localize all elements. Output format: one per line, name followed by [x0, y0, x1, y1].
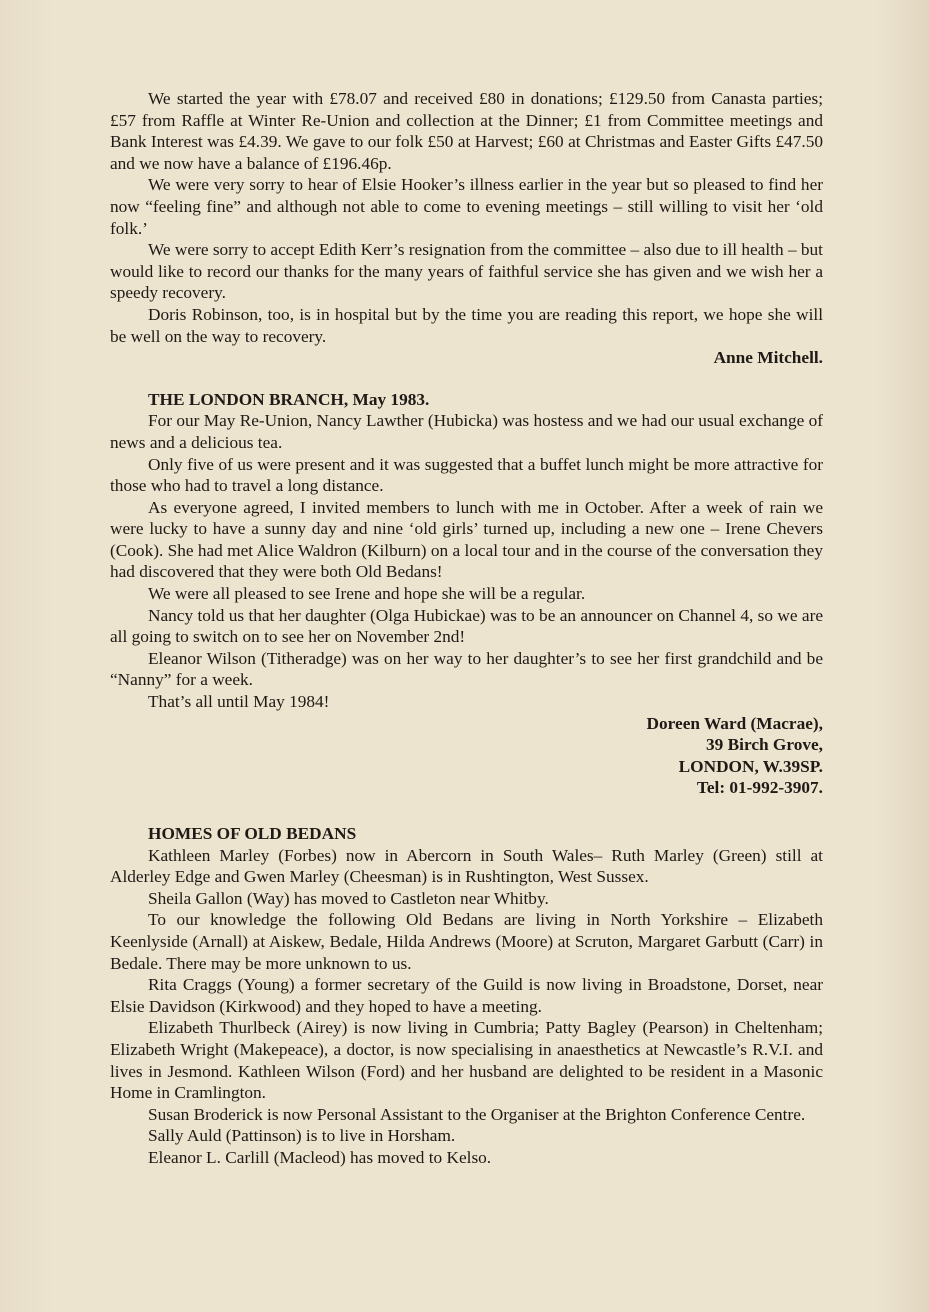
signature-city: LONDON, W.39SP. — [678, 756, 823, 776]
intro-paragraph-2: We were very sorry to hear of Elsie Hooker’s illness earlier in the year but so pleased to find her now “feeling fine” and although not able to come to evening meetings – still willing to visit her ‘old folk.’ — [110, 175, 823, 238]
section-gap — [110, 369, 823, 389]
london-paragraph-6: Eleanor Wilson (Titheradge) was on her way to her daughter’s to see her first grandchild and be “Nanny” for a week. — [110, 648, 823, 690]
london-paragraph-1: For our May Re-Union, Nancy Lawther (Hubicka) was hostess and we had our usual exchange of news and a delicious tea. — [110, 411, 823, 452]
intro-paragraph-4: Doris Robinson, too, is in hospital but by the time you are reading this report, we hope she will be well on the way to recovery. — [110, 304, 823, 346]
london-paragraph-4: We were all pleased to see Irene and hope she will be a regular. — [148, 584, 586, 604]
london-paragraph-7: That’s all until May 1984! — [148, 692, 330, 712]
signature-name: Doreen Ward (Macrae), — [646, 713, 823, 733]
homes-paragraph-7: Sally Auld (Pattinson) is to live in Horsham. — [148, 1126, 456, 1146]
london-paragraph-3: As everyone agreed, I invited members to lunch with me in October. After a week of rain we were lucky to have a sunny day and nine ‘old girls’ turned up, including a new one – Irene Chevers (Cook). She had met Alice Waldron (Kilburn) on a local tour and in the course of the conversation they had discovered that they were both Old Bedans! — [110, 497, 823, 582]
homes-paragraph-1: Kathleen Marley (Forbes) now in Abercorn in South Wales– Ruth Marley (Green) still at Alderley Edge and Gwen Marley (Cheesman) is in Rushtington, West Sussex. — [110, 845, 823, 887]
homes-paragraph-3: To our knowledge the following Old Bedans are living in North Yorkshire – Elizabeth Keenlyside (Arnall) at Aiskew, Bedale, Hilda Andrews (Moore) at Scruton, Margaret Garbutt (Carr) in Bedale. There may be more unknown to us. — [110, 910, 823, 973]
homes-paragraph-6: Susan Broderick is now Personal Assistant to the Organiser at the Brighton Conference Centre. — [148, 1104, 806, 1124]
homes-paragraph-8: Eleanor L. Carlill (Macleod) has moved to Kelso. — [148, 1147, 492, 1167]
section-gap — [110, 799, 823, 823]
london-signature-block — [110, 713, 823, 799]
intro-paragraph-1: We started the year with £78.07 and received £80 in donations; £129.50 from Canasta parties; £57 from Raffle at Winter Re-Union and collection at the Dinner; £1 from Committee meetings and Bank Interest was £4.39. We gave to our folk £50 at Harvest; £60 at Christmas and Easter Gifts £47.50 and we now have a balance of £196.46p. — [110, 89, 823, 173]
intro-signature: Anne Mitchell. — [713, 348, 823, 368]
london-paragraph-2: Only five of us were present and it was suggested that a buffet lunch might be more attractive for those who had to travel a long distance. — [110, 454, 823, 496]
homes-paragraph-4: Rita Craggs (Young) a former secretary of the Guild is now living in Broadstone, Dorset, near Elsie Davidson (Kirkwood) and they hoped to have a meeting. — [110, 975, 823, 1016]
homes-paragraph-5: Elizabeth Thurlbeck (Airey) is now living in Cumbria; Patty Bagley (Pearson) in Cheltenham; Elizabeth Wright (Makepeace), a doctor, is now specialising in anaesthetics at Newcastle’s R.V.I. and lives in Jesmond. Kathleen Wilson (Ford) and her husband are delighted to be resident in a Masonic Home in Cramlington. — [110, 1018, 823, 1103]
page-content — [110, 88, 823, 1169]
london-paragraph-5: Nancy told us that her daughter (Olga Hubickae) was to be an announcer on Channel 4, so we are all going to switch on to see her on November 2nd! — [110, 605, 823, 647]
signature-street: 39 Birch Grove, — [706, 735, 823, 755]
intro-paragraph-3: We were sorry to accept Edith Kerr’s resignation from the committee – also due to ill health – but would like to record our thanks for the many years of faithful service she has given and we wish her a speedy recovery. — [110, 240, 823, 303]
homes-title: HOMES OF OLD BEDANS — [148, 824, 357, 843]
london-branch-title: THE LONDON BRANCH, May 1983. — [148, 389, 430, 409]
homes-paragraph-2: Sheila Gallon (Way) has moved to Castleton near Whitby. — [148, 888, 549, 908]
signature-phone: Tel: 01-992-3907. — [696, 778, 823, 798]
